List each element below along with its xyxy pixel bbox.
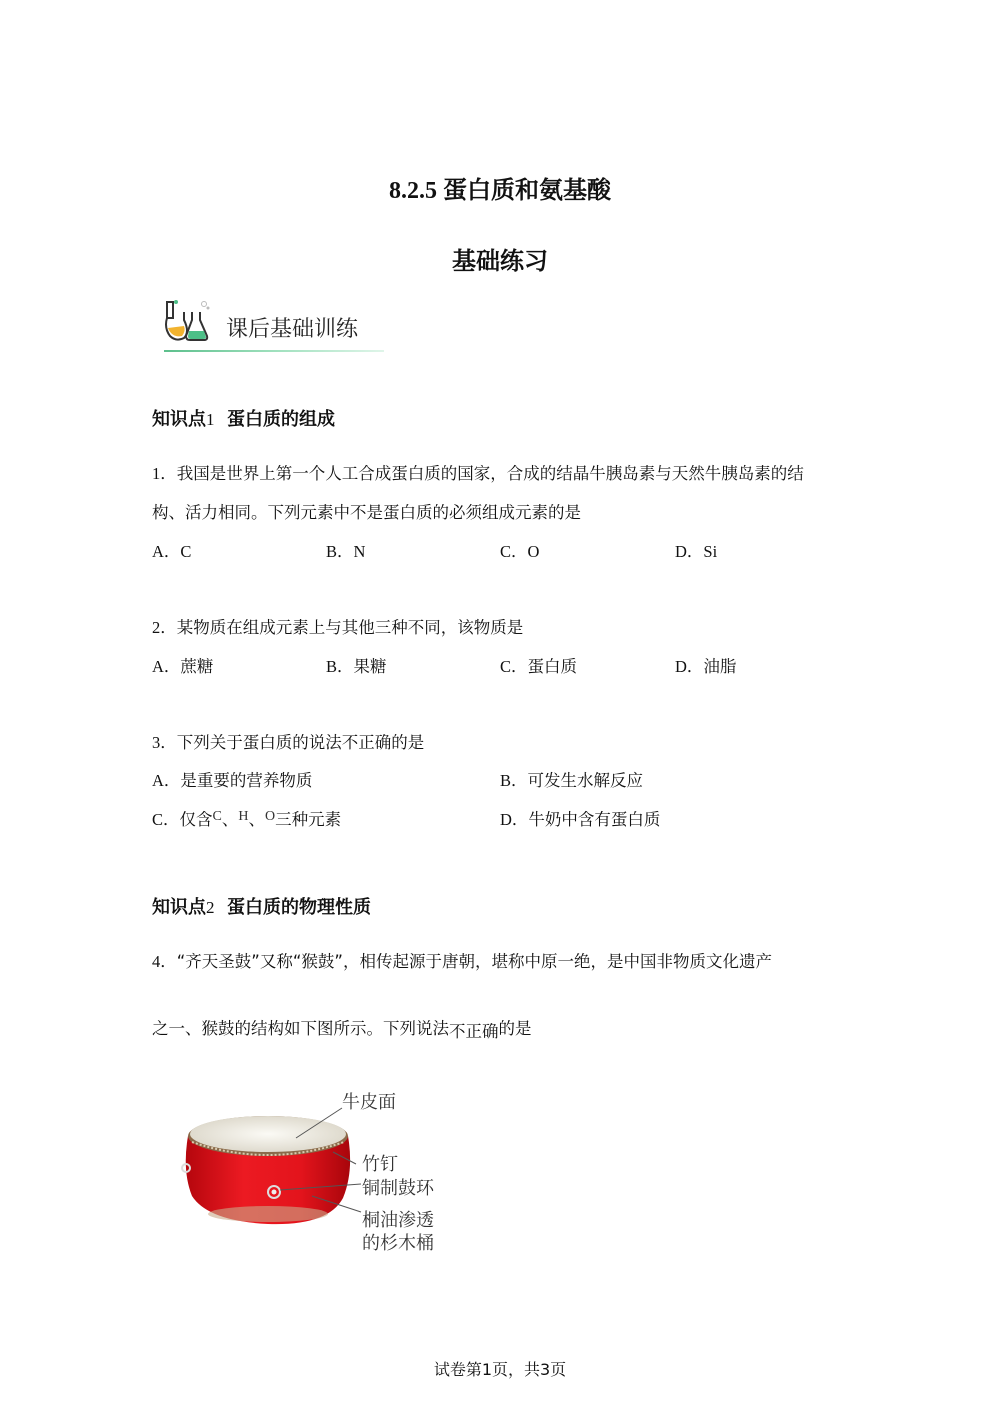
label-fir-barrel: 的杉木桶 [362, 1233, 434, 1254]
question-text: 下列关于蛋白质的说法不正确的是 [176, 733, 425, 752]
section-name: 蛋白质的组成 [227, 409, 336, 430]
question-text: 我国是世界上第一个人工合成蛋白质的国家，合成的结晶牛胰岛素与天然牛胰岛素的结 [176, 464, 804, 483]
option-c: C．O [500, 542, 540, 561]
option-a: A．蔗糖 [152, 657, 214, 676]
section-prefix: 知识点 [152, 897, 206, 918]
section-name: 蛋白质的物理性质 [227, 897, 372, 918]
drum-figure [178, 1086, 468, 1256]
question-number: 4． [152, 952, 177, 971]
emphasis-not-correct: 不正确 [449, 1022, 499, 1041]
banner-label: 课后基础训练 [226, 317, 359, 342]
question-4-line-2: 之一、猴鼓的结构如下图所示。下列说法不正确的是 [152, 1019, 532, 1041]
option-d: D．Si [675, 542, 718, 561]
question-text: “齐天圣鼓”又称“猴鼓”，相传起源于唐朝，堪称中原一绝，是中国非物质文化遗产 [176, 952, 772, 971]
question-1-line-1 [152, 460, 804, 484]
question-3-line-1 [152, 729, 424, 753]
question-number: 1． [152, 464, 177, 483]
section-heading-2 [152, 893, 371, 919]
page-subtitle: 基础练习 [452, 247, 548, 275]
option-c: C．仅含$^C$、$^H$、$^O$三种元素 [152, 809, 342, 829]
question-number: 3． [152, 733, 177, 752]
lab-flask-icon [164, 298, 212, 344]
section-number: 2 [206, 898, 215, 917]
option-c: C．蛋白质 [500, 657, 578, 676]
section-banner [164, 298, 384, 356]
option-d: D．油脂 [675, 657, 737, 676]
page-title-text: 8.2.5 蛋白质和氨基酸 [389, 178, 611, 204]
label-tung-oil: 桐油渗透 [362, 1210, 434, 1231]
question-4-line-1 [152, 948, 772, 972]
label-bamboo-nail: 竹钉 [362, 1154, 398, 1175]
question-1-line-2: 构、活力相同。下列元素中不是蛋白质的必须组成元素的是 [152, 503, 581, 522]
label-copper-ring: 铜制鼓环 [362, 1178, 434, 1199]
banner-underline [164, 350, 384, 352]
page-title [0, 170, 1000, 205]
option-d: D．牛奶中含有蛋白质 [500, 810, 661, 829]
option-b: B．可发生水解反应 [500, 771, 644, 790]
question-number: 2． [152, 618, 177, 637]
option-a: A．是重要的营养物质 [152, 771, 313, 790]
question-2-line-1 [152, 614, 523, 638]
label-cowhide-face: 牛皮面 [342, 1092, 396, 1113]
option-b: B．N [326, 542, 366, 561]
section-prefix: 知识点 [152, 409, 206, 430]
option-a: A．C [152, 542, 192, 561]
option-b: B．果糖 [326, 657, 387, 676]
section-heading-1 [152, 405, 335, 431]
page-footer: 试卷第1页，共3页 [433, 1360, 567, 1379]
question-text: 某物质在组成元素上与其他三种不同，该物质是 [176, 618, 524, 637]
section-number: 1 [206, 410, 215, 429]
